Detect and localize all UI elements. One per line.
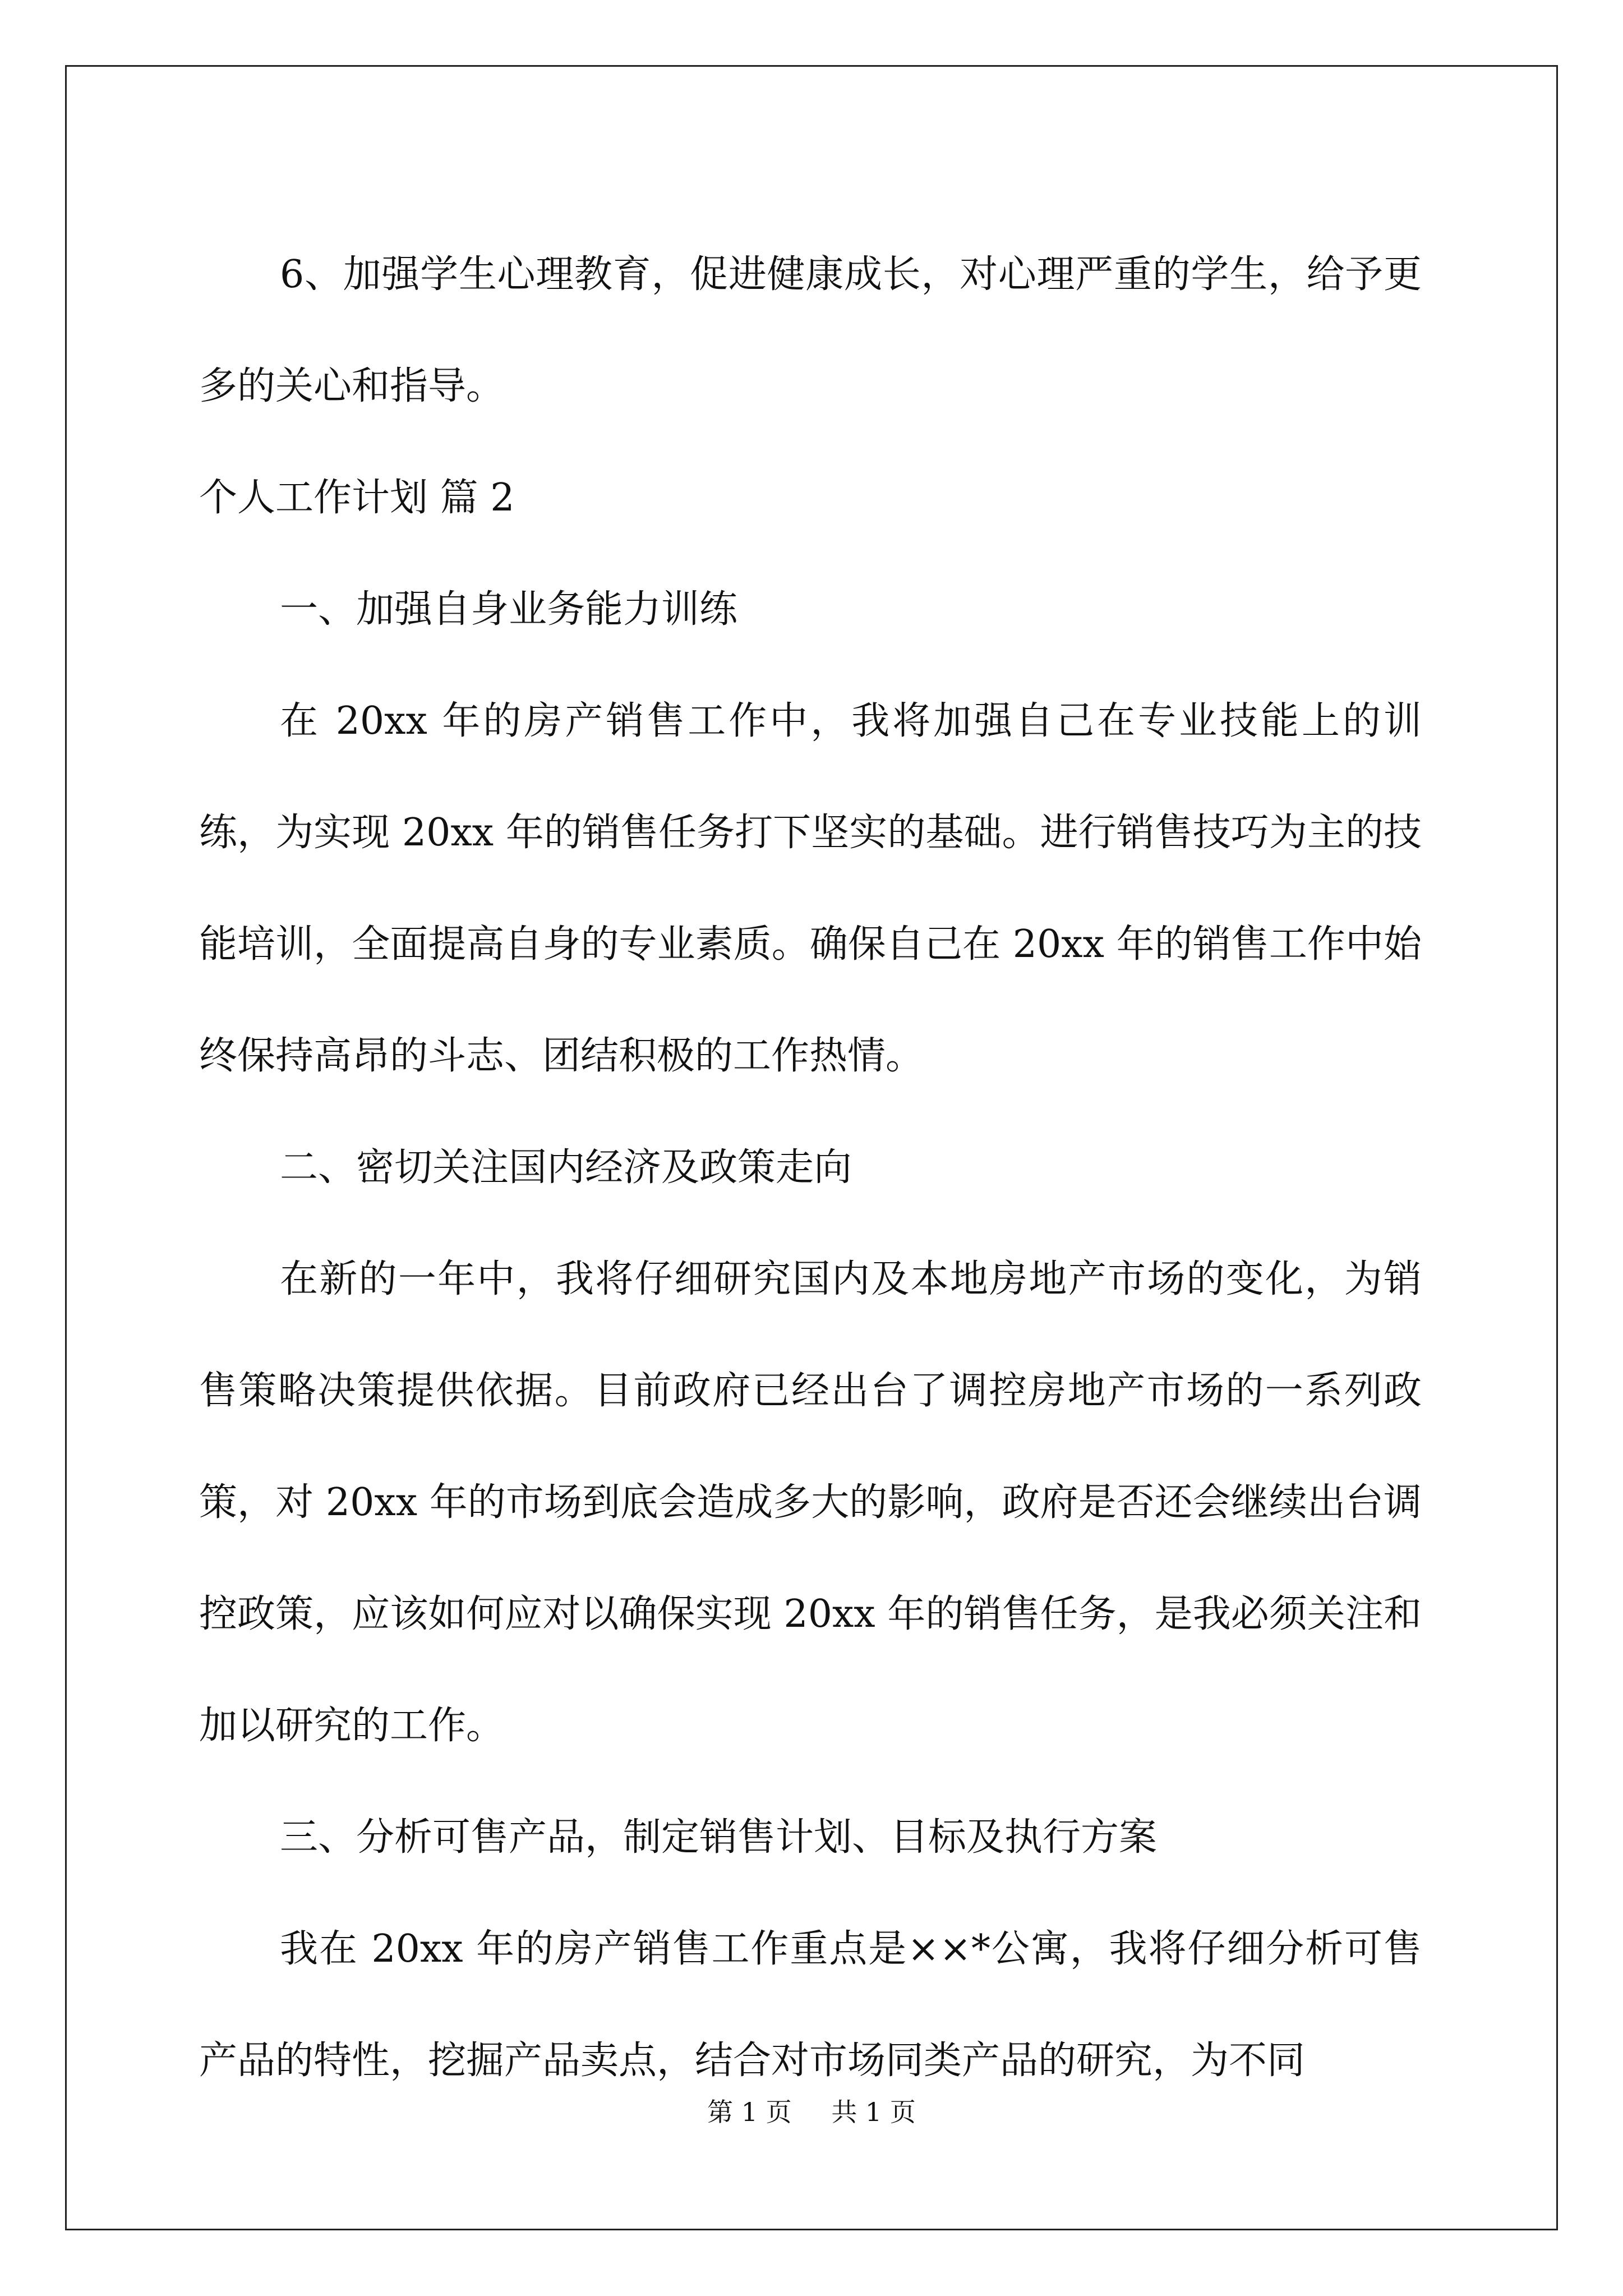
page-footer bbox=[0, 2095, 1623, 2129]
paragraph-item-6: 6、加强学生心理教育，促进健康成长，对心理严重的学生，给予更多的关心和指导。 bbox=[199, 252, 1422, 408]
paragraph-skills: 在 20xx 年的房产销售工作中，我将加强自己在专业技能上的训练，为实现 20xx 年的销售任务打下坚实的基础。进行销售技巧为主的技能培训，全面提高自身的专业素质。确保自己在 20xx 年的销售工作中始终保持高昂的斗志、团结积极的工作热情。 bbox=[199, 699, 1422, 1078]
subheading-three: 三、分析可售产品，制定销售计划、目标及执行方案 bbox=[280, 1815, 1158, 1860]
page-total: 共 1 页 bbox=[831, 2097, 916, 2127]
subheading-one: 一、加强自身业务能力训练 bbox=[280, 587, 738, 632]
paragraph-products: 我在 20xx 年的房产销售工作重点是××*公寓，我将仔细分析可售产品的特性，挖掘产品卖点，结合对市场同类产品的研究，为不同 bbox=[199, 1927, 1422, 2083]
document-body bbox=[199, 219, 1422, 2116]
section-heading: 个人工作计划 篇 2 bbox=[199, 476, 515, 520]
subheading-two: 二、密切关注国内经济及政策走向 bbox=[280, 1145, 852, 1190]
page-number: 第 1 页 bbox=[707, 2097, 792, 2127]
paragraph-policy: 在新的一年中，我将仔细研究国内及本地房地产市场的变化，为销售策略决策提供依据。目前政府已经出台了调控房地产市场的一系列政策，对 20xx 年的市场到底会造成多大的影响，政府是否还会继续出台调控政策，应该如何应对以确保实现 20xx 年的销售任务，是我必须关注和加以研究的工作。 bbox=[199, 1257, 1422, 1748]
